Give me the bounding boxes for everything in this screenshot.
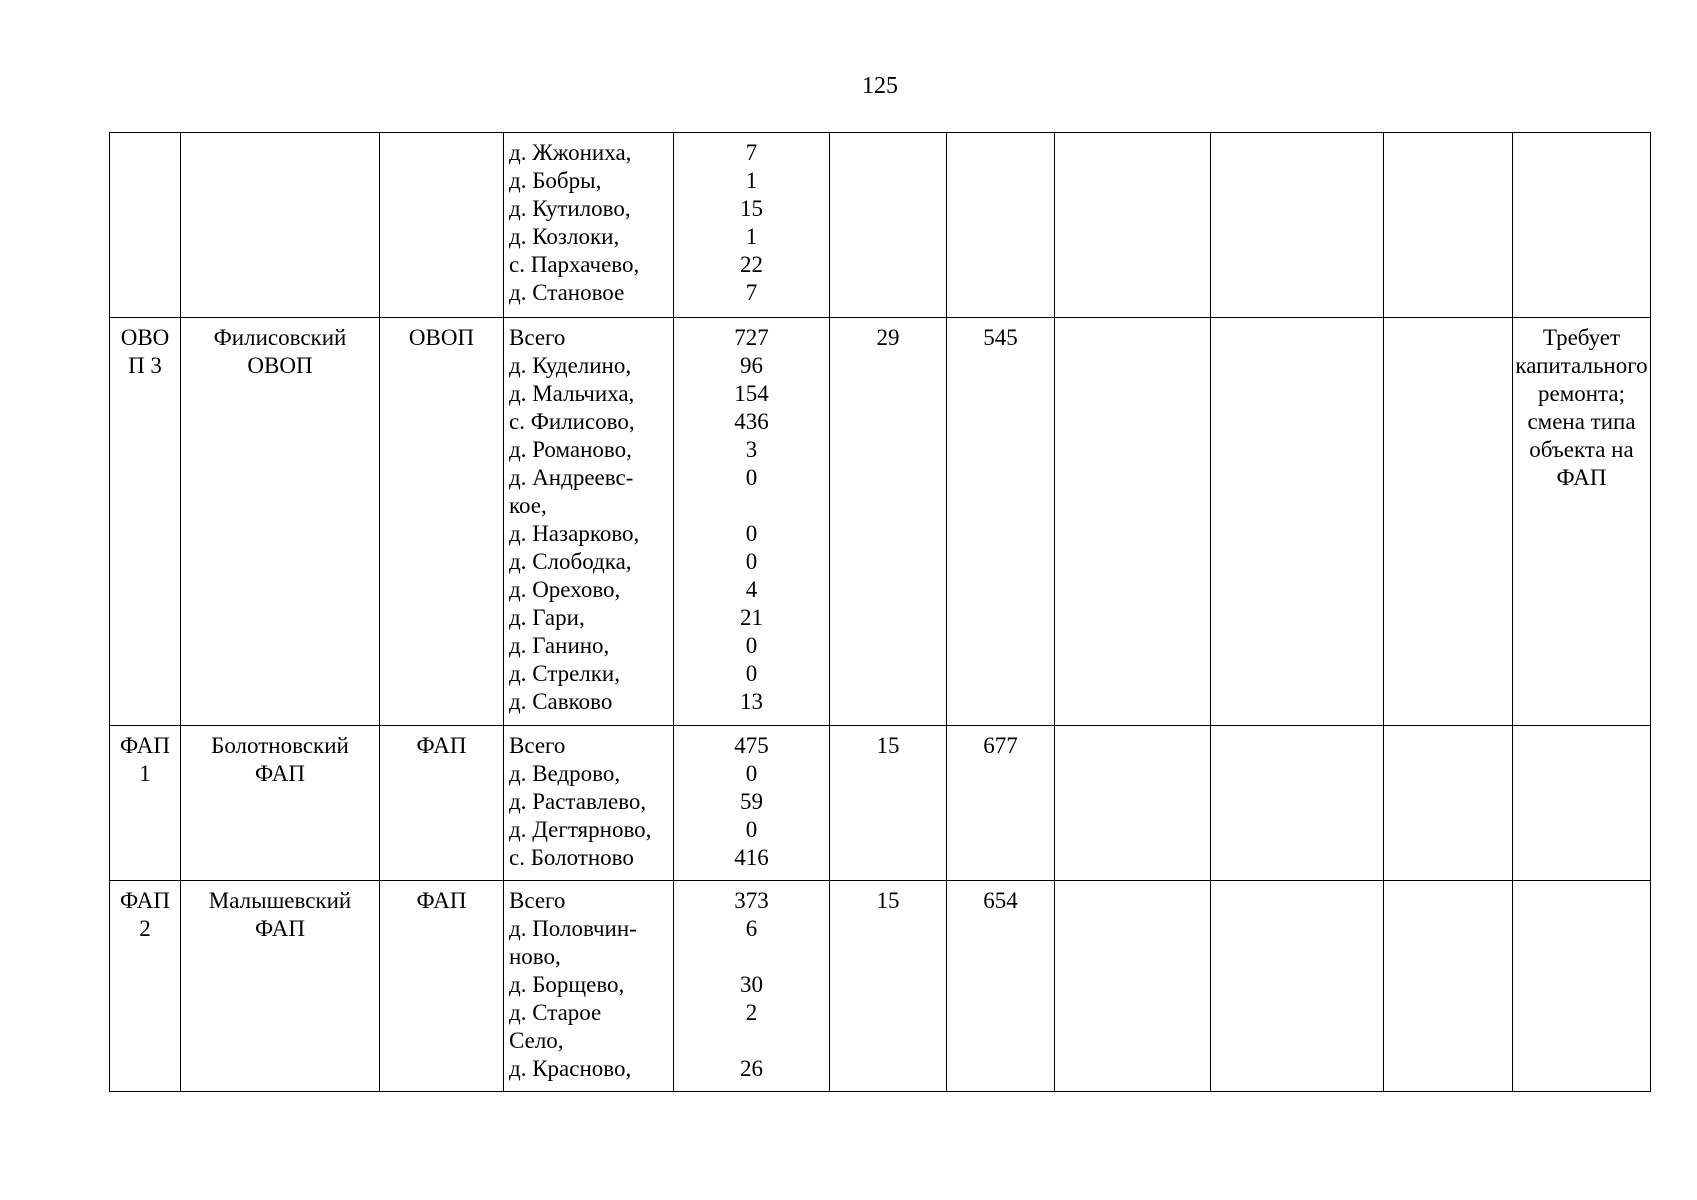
cell-line: 0	[745, 661, 758, 686]
cell-line: д. Кутилово,	[509, 196, 631, 221]
cell-line: Всего	[509, 325, 566, 350]
facility-code-cell	[110, 726, 181, 881]
cell-line: д. Старое	[509, 1000, 602, 1025]
cell-line: с. Филисово,	[509, 409, 635, 434]
facility-name-cell	[181, 881, 380, 1092]
year-cell: 677	[947, 726, 1055, 881]
cell-line: д. Андреевс-	[509, 465, 634, 490]
note-cell	[1513, 318, 1651, 726]
note-cell	[1513, 726, 1651, 881]
cell-line: 2	[745, 1000, 758, 1025]
cell-line: д. Раставлево,	[509, 789, 647, 814]
cell-line: д. Мальчиха,	[509, 381, 635, 406]
settlements-cell	[504, 881, 674, 1092]
population-cell	[674, 726, 830, 881]
empty-cell	[1384, 881, 1513, 1092]
cell-line: 30	[740, 972, 763, 997]
cell-line: Филисовский	[213, 325, 347, 350]
distance-cell: 15	[830, 726, 947, 881]
empty-cell	[1384, 318, 1513, 726]
table-row	[110, 881, 1651, 1092]
cell-line: с. Болотново	[509, 845, 634, 870]
cell-line: д. Ганино,	[509, 633, 610, 658]
facility-type-cell	[380, 881, 504, 1092]
cell-line: П 3	[128, 353, 162, 378]
cell-line: ОВО	[120, 325, 170, 350]
table-row	[110, 318, 1651, 726]
cell-line: д. Назарково,	[509, 521, 640, 546]
year-cell	[947, 133, 1055, 318]
cell-line: 59	[740, 789, 763, 814]
cell-line: 0	[745, 761, 758, 786]
facility-code-cell	[110, 318, 181, 726]
empty-cell	[1211, 726, 1384, 881]
distance-cell: 29	[830, 318, 947, 726]
cell-line: 13	[740, 689, 763, 714]
cell-line: Болотновский	[211, 733, 349, 758]
cell-line: д. Половчин-	[509, 916, 637, 941]
cell-line: 0	[745, 633, 758, 658]
facility-type-cell	[380, 133, 504, 318]
cell-line: 1	[745, 224, 758, 249]
cell-line: 21	[740, 605, 763, 630]
cell-line: 0	[745, 817, 758, 842]
cell-line: 0	[745, 465, 758, 490]
empty-cell	[1055, 133, 1211, 318]
cell-line: 0	[745, 521, 758, 546]
page-number: 125	[862, 73, 898, 99]
cell-line: ОВОП	[408, 325, 475, 350]
empty-cell	[1055, 881, 1211, 1092]
cell-line: д. Бобры,	[509, 168, 602, 193]
cell-line: 15	[740, 196, 763, 221]
cell-line: ФАП	[255, 916, 305, 941]
cell-line: д. Слободка,	[509, 549, 632, 574]
cell-line: ОВОП	[247, 353, 313, 378]
facility-type-cell	[380, 726, 504, 881]
cell-line: 7	[745, 280, 758, 305]
empty-cell	[1211, 318, 1384, 726]
distance-cell: 15	[830, 881, 947, 1092]
facility-name-cell	[181, 726, 380, 881]
cell-line: д. Куделино,	[509, 353, 632, 378]
cell-line: кое,	[509, 493, 547, 518]
facilities-table	[109, 132, 1651, 1092]
cell-line: д. Жжониха,	[509, 140, 632, 165]
cell-line: ремонта;	[1537, 381, 1625, 406]
table-row	[110, 133, 1651, 318]
cell-line: 96	[740, 353, 763, 378]
cell-line: 22	[740, 252, 763, 277]
cell-line: Требует	[1542, 325, 1621, 350]
cell-line: д. Стрелки,	[509, 661, 620, 686]
facility-code-cell	[110, 133, 181, 318]
cell-line: 26	[740, 1056, 763, 1081]
cell-line: д. Становое	[509, 280, 625, 305]
settlements-cell	[504, 726, 674, 881]
cell-line: 436	[734, 409, 769, 434]
cell-line: д. Гари,	[509, 605, 585, 630]
facility-name-cell	[181, 133, 380, 318]
note-cell	[1513, 881, 1651, 1092]
empty-cell	[1384, 726, 1513, 881]
population-cell	[674, 318, 830, 726]
cell-line: 727	[734, 325, 769, 350]
cell-line: капитального	[1515, 353, 1648, 378]
cell-line: объекта на	[1529, 437, 1634, 462]
cell-line: д. Дегтярново,	[509, 817, 652, 842]
population-cell	[674, 881, 830, 1092]
cell-line: д. Романово,	[509, 437, 632, 462]
cell-line: Всего	[509, 733, 566, 758]
cell-line: д. Красново,	[509, 1056, 632, 1081]
note-cell	[1513, 133, 1651, 318]
cell-line: 373	[734, 888, 769, 913]
empty-cell	[1211, 881, 1384, 1092]
cell-line: д. Орехово,	[509, 577, 621, 602]
cell-line: 416	[734, 845, 769, 870]
year-cell: 654	[947, 881, 1055, 1092]
cell-line: 154	[734, 381, 769, 406]
cell-line: с. Пархачево,	[509, 252, 640, 277]
cell-line: ново,	[509, 944, 561, 969]
cell-line: д. Савково	[509, 689, 613, 714]
cell-line: 6	[745, 916, 758, 941]
cell-line: д. Борщево,	[509, 972, 625, 997]
cell-line: 1	[745, 168, 758, 193]
settlements-cell	[504, 318, 674, 726]
cell-line: Всего	[509, 888, 566, 913]
empty-cell	[1384, 133, 1513, 318]
cell-line: д. Козлоки,	[509, 224, 620, 249]
cell-line: ФАП	[120, 888, 170, 913]
facility-name-cell	[181, 318, 380, 726]
cell-line: ФАП	[120, 733, 170, 758]
facility-code-cell	[110, 881, 181, 1092]
empty-cell	[1055, 318, 1211, 726]
population-cell	[674, 133, 830, 318]
cell-line: ФАП	[1556, 465, 1607, 490]
year-cell: 545	[947, 318, 1055, 726]
cell-line	[674, 492, 829, 520]
facility-type-cell	[380, 318, 504, 726]
empty-cell	[1055, 726, 1211, 881]
cell-line: ФАП	[416, 888, 467, 913]
cell-line: смена типа	[1527, 409, 1636, 434]
cell-line: 0	[745, 549, 758, 574]
table-row	[110, 726, 1651, 881]
cell-line: 475	[734, 733, 769, 758]
empty-cell	[1211, 133, 1384, 318]
cell-line: 2	[139, 916, 151, 941]
cell-line: 3	[745, 437, 758, 462]
cell-line	[674, 1027, 829, 1055]
cell-line: 7	[745, 140, 758, 165]
cell-line: Село,	[509, 1028, 564, 1053]
cell-line: Малышевский	[208, 888, 352, 913]
distance-cell	[830, 133, 947, 318]
settlements-cell	[504, 133, 674, 318]
cell-line: ФАП	[255, 761, 305, 786]
cell-line: 4	[745, 577, 758, 602]
cell-line: ФАП	[416, 733, 467, 758]
cell-line	[674, 943, 829, 971]
cell-line: д. Ведрово,	[509, 761, 621, 786]
cell-line: 1	[139, 761, 151, 786]
